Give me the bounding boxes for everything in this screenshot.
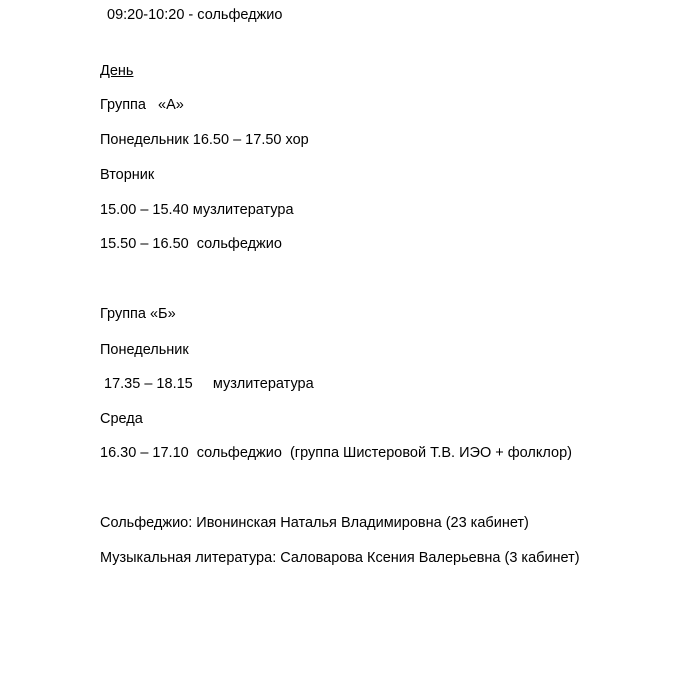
group-b-wednesday-label: Среда [100, 411, 143, 427]
group-a-tuesday-label: Вторник [100, 167, 155, 183]
group-a-tuesday-solfeggio: 15.50 – 16.50 сольфеджио [100, 236, 282, 252]
group-b-monday-music-lit: 17.35 – 18.15 музлитература [100, 376, 314, 392]
group-a-monday: Понедельник 16.50 – 17.50 хор [100, 132, 309, 148]
cut-off-top-line [0, 0, 700, 6]
morning-solfeggio-line: 09:20-10:20 - сольфеджио [107, 7, 283, 23]
group-a-tuesday-music-lit: 15.00 – 15.40 музлитература [100, 202, 294, 218]
teacher-music-literature: Музыкальная литература: Саловарова Ксения Валерьевна (3 кабинет) [100, 550, 580, 566]
day-heading: День [100, 63, 134, 79]
group-b-monday-label: Понедельник [100, 342, 189, 358]
group-b-title: Группа «Б» [100, 306, 176, 322]
group-a-title: Группа «А» [100, 97, 184, 113]
group-b-wednesday-solfeggio: 16.30 – 17.10 сольфеджио (группа Шистеровой Т.В. ИЭО + фолклор) [100, 445, 572, 461]
teacher-solfeggio: Сольфеджио: Ивонинская Наталья Владимировна (23 кабинет) [100, 515, 529, 531]
